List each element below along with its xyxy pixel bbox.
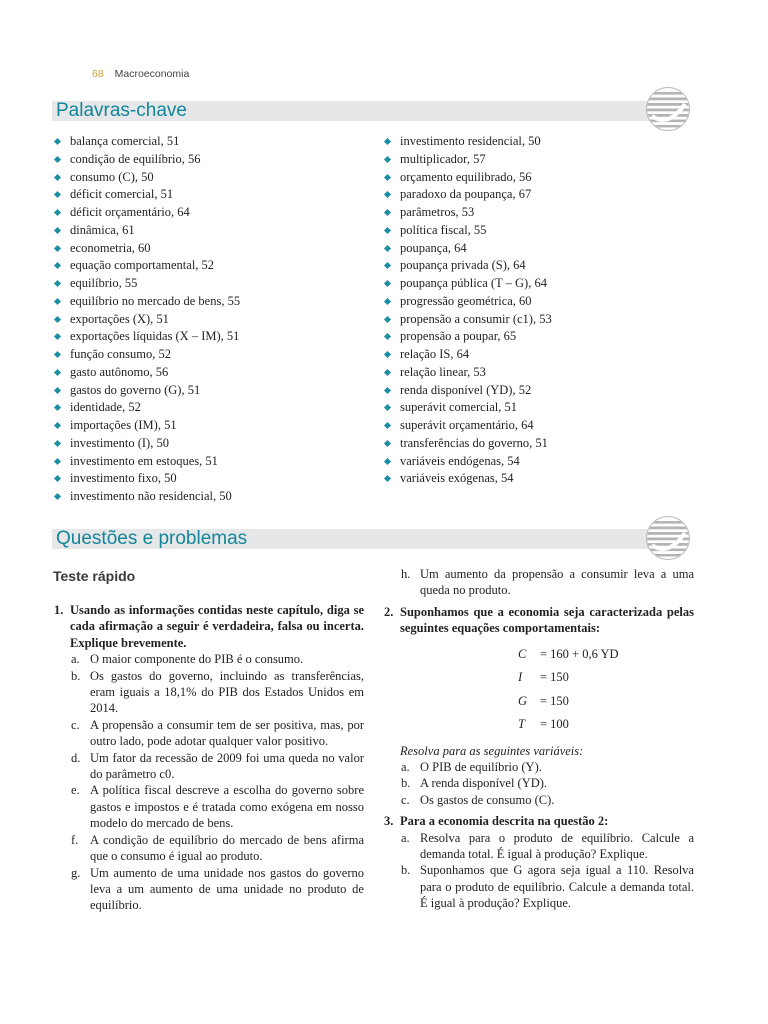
keyword-item: multiplicador, 57: [384, 151, 552, 169]
bullet-icon: [54, 386, 61, 393]
bullet-icon: [54, 227, 61, 234]
bullet-icon: [54, 156, 61, 163]
bullet-icon: [54, 333, 61, 340]
keyword-item: econometria, 60: [54, 240, 240, 258]
bullet-icon: [384, 262, 391, 269]
question-number: 1.: [54, 603, 64, 617]
left-column: [54, 602, 364, 914]
bullet-icon: [54, 244, 61, 251]
bullet-icon: [384, 351, 391, 358]
equation-row: C = 160 + 0,6 YD: [518, 646, 619, 661]
bullet-icon: [384, 369, 391, 376]
bullet-icon: [384, 475, 391, 482]
option-d: d. Um fator da recessão de 2009 foi uma queda no valor do parâmetro c0.: [71, 750, 364, 782]
keyword-item: dinâmica, 61: [54, 222, 240, 240]
bullet-icon: [54, 138, 61, 145]
bullet-icon: [54, 209, 61, 216]
keyword-item: exportações líquidas (X – IM), 51: [54, 328, 240, 346]
equation-row: T = 100: [518, 717, 569, 732]
keyword-item: política fiscal, 55: [384, 222, 552, 240]
right-column: [384, 566, 694, 912]
question-number: 2.: [384, 604, 394, 619]
bullet-icon: [384, 404, 391, 411]
keyword-item: balança comercial, 51: [54, 133, 240, 151]
instruction-text: Resolva para as seguintes variáveis:: [400, 743, 584, 758]
bullet-icon: [54, 315, 61, 322]
questions-title: Questões e problemas: [56, 528, 248, 549]
keyword-item: orçamento equilibrado, 56: [384, 169, 552, 187]
equation-row: I = 150: [518, 670, 569, 685]
bullet-icon: [54, 493, 61, 500]
keywords-title: Palavras-chave: [56, 100, 187, 121]
keyword-item: renda disponível (YD), 52: [384, 382, 552, 400]
keyword-item: gastos do governo (G), 51: [54, 382, 240, 400]
bullet-icon: [384, 244, 391, 251]
keyword-item: paradoxo da poupança, 67: [384, 186, 552, 204]
keyword-item: gasto autônomo, 56: [54, 364, 240, 382]
globe-icon: [645, 86, 691, 132]
question-text: Usando as informações contidas neste capítulo, diga se cada afirmação a seguir é verdadeira, falsa ou incerta. Explique brevemente.: [70, 603, 364, 650]
option-b: b. Os gastos do governo, incluindo as transferências, eram iguais a 18,1% do PIB dos Estados Unidos em 2014.: [71, 668, 364, 716]
keyword-item: exportações (X), 51: [54, 311, 240, 329]
bullet-icon: [384, 227, 391, 234]
option-e: e. A política fiscal descreve a escolha do governo sobre gastos e impostos e é tratada como exógena em nosso modelo do mercado de bens.: [71, 783, 364, 831]
bullet-icon: [384, 457, 391, 464]
keyword-item: relação IS, 64: [384, 346, 552, 364]
keyword-item: investimento residencial, 50: [384, 133, 552, 151]
option-f: f. A condição de equilíbrio do mercado de bens afirma que o consumo é igual ao produto.: [71, 832, 364, 864]
page-number: 68: [92, 68, 104, 80]
keyword-item: investimento fixo, 50: [54, 470, 240, 488]
keyword-item: investimento (I), 50: [54, 435, 240, 453]
bullet-icon: [384, 280, 391, 287]
bullet-icon: [384, 138, 391, 145]
keyword-item: poupança pública (T – G), 64: [384, 275, 552, 293]
bullet-icon: [384, 173, 391, 180]
keyword-item: poupança privada (S), 64: [384, 257, 552, 275]
bullet-icon: [54, 404, 61, 411]
quick-test-heading: Teste rápido: [53, 568, 136, 584]
keyword-item: equilíbrio no mercado de bens, 55: [54, 293, 240, 311]
keyword-item: consumo (C), 50: [54, 169, 240, 187]
bullet-icon: [54, 369, 61, 376]
question-number: 3.: [384, 814, 394, 829]
keyword-item: déficit orçamentário, 64: [54, 204, 240, 222]
equation-row: G = 150: [518, 693, 569, 708]
keyword-item: progressão geométrica, 60: [384, 293, 552, 311]
bullet-icon: [384, 386, 391, 393]
running-head: [92, 68, 189, 80]
bullet-icon: [54, 298, 61, 305]
question-2: [384, 604, 694, 637]
bullet-icon: [384, 209, 391, 216]
bullet-icon: [384, 315, 391, 322]
keyword-item: poupança, 64: [384, 240, 552, 258]
bullet-icon: [54, 191, 61, 198]
option-a: a. Resolva para o produto de equilíbrio. Calcule a demanda total. É igual à produção? Explique.: [401, 830, 694, 862]
question-text: Para a economia descrita na questão 2:: [400, 814, 609, 829]
option-a: a. O maior componente do PIB é o consumo.: [71, 652, 304, 667]
keyword-item: equação comportamental, 52: [54, 257, 240, 275]
keyword-item: investimento em estoques, 51: [54, 453, 240, 471]
keyword-item: condição de equilíbrio, 56: [54, 151, 240, 169]
keyword-item: variáveis endógenas, 54: [384, 453, 552, 471]
bullet-icon: [54, 351, 61, 358]
option-c: c. A propensão a consumir tem de ser positiva, mas, por outro lado, pode adotar qualquer valor positivo.: [71, 717, 364, 749]
bullet-icon: [384, 191, 391, 198]
bullet-icon: [54, 422, 61, 429]
bullet-icon: [384, 298, 391, 305]
bullet-icon: [384, 422, 391, 429]
option-g: g. Um aumento de uma unidade nos gastos do governo leva a um aumento de uma unidade no produto de equilíbrio.: [71, 865, 364, 913]
option-c: c. Os gastos de consumo (C).: [401, 792, 555, 807]
globe-icon: [645, 515, 691, 561]
keyword-item: relação linear, 53: [384, 364, 552, 382]
keyword-item: superávit comercial, 51: [384, 399, 552, 417]
keyword-item: identidade, 52: [54, 399, 240, 417]
keyword-item: investimento não residencial, 50: [54, 488, 240, 506]
keyword-item: função consumo, 52: [54, 346, 240, 364]
keyword-item: variáveis exógenas, 54: [384, 470, 552, 488]
keywords-right-list: [384, 133, 552, 488]
keyword-item: déficit comercial, 51: [54, 186, 240, 204]
keyword-item: transferências do governo, 51: [384, 435, 552, 453]
keyword-item: propensão a poupar, 65: [384, 328, 552, 346]
bullet-icon: [54, 440, 61, 447]
behavioral-equations: [518, 643, 694, 737]
bullet-icon: [54, 475, 61, 482]
keyword-item: parâmetros, 53: [384, 204, 552, 222]
bullet-icon: [384, 440, 391, 447]
bullet-icon: [54, 280, 61, 287]
bullet-icon: [54, 457, 61, 464]
bullet-icon: [54, 262, 61, 269]
keyword-item: superávit orçamentário, 64: [384, 417, 552, 435]
question-1: [54, 602, 364, 651]
option-b: b. A renda disponível (YD).: [401, 776, 548, 791]
bullet-icon: [384, 156, 391, 163]
keyword-item: importações (IM), 51: [54, 417, 240, 435]
keyword-item: equilíbrio, 55: [54, 275, 240, 293]
option-a: a. O PIB de equilíbrio (Y).: [401, 760, 542, 775]
chapter-name: Macroeconomia: [114, 68, 190, 80]
question-3: [384, 813, 694, 829]
option-b: b. Suponhamos que G agora seja igual a 110. Resolva para o produto de equilíbrio. Calcule a demanda total. É igual à produção? Explique.: [401, 863, 694, 911]
bullet-icon: [384, 333, 391, 340]
bullet-icon: [54, 173, 61, 180]
option-h: h. Um aumento da propensão a consumir leva a uma queda no produto.: [401, 567, 694, 598]
keywords-left-list: [54, 133, 240, 506]
question-text: Suponhamos que a economia seja caracterizada pelas seguintes equações comportamentais:: [400, 604, 694, 636]
keyword-item: propensão a consumir (c1), 53: [384, 311, 552, 329]
